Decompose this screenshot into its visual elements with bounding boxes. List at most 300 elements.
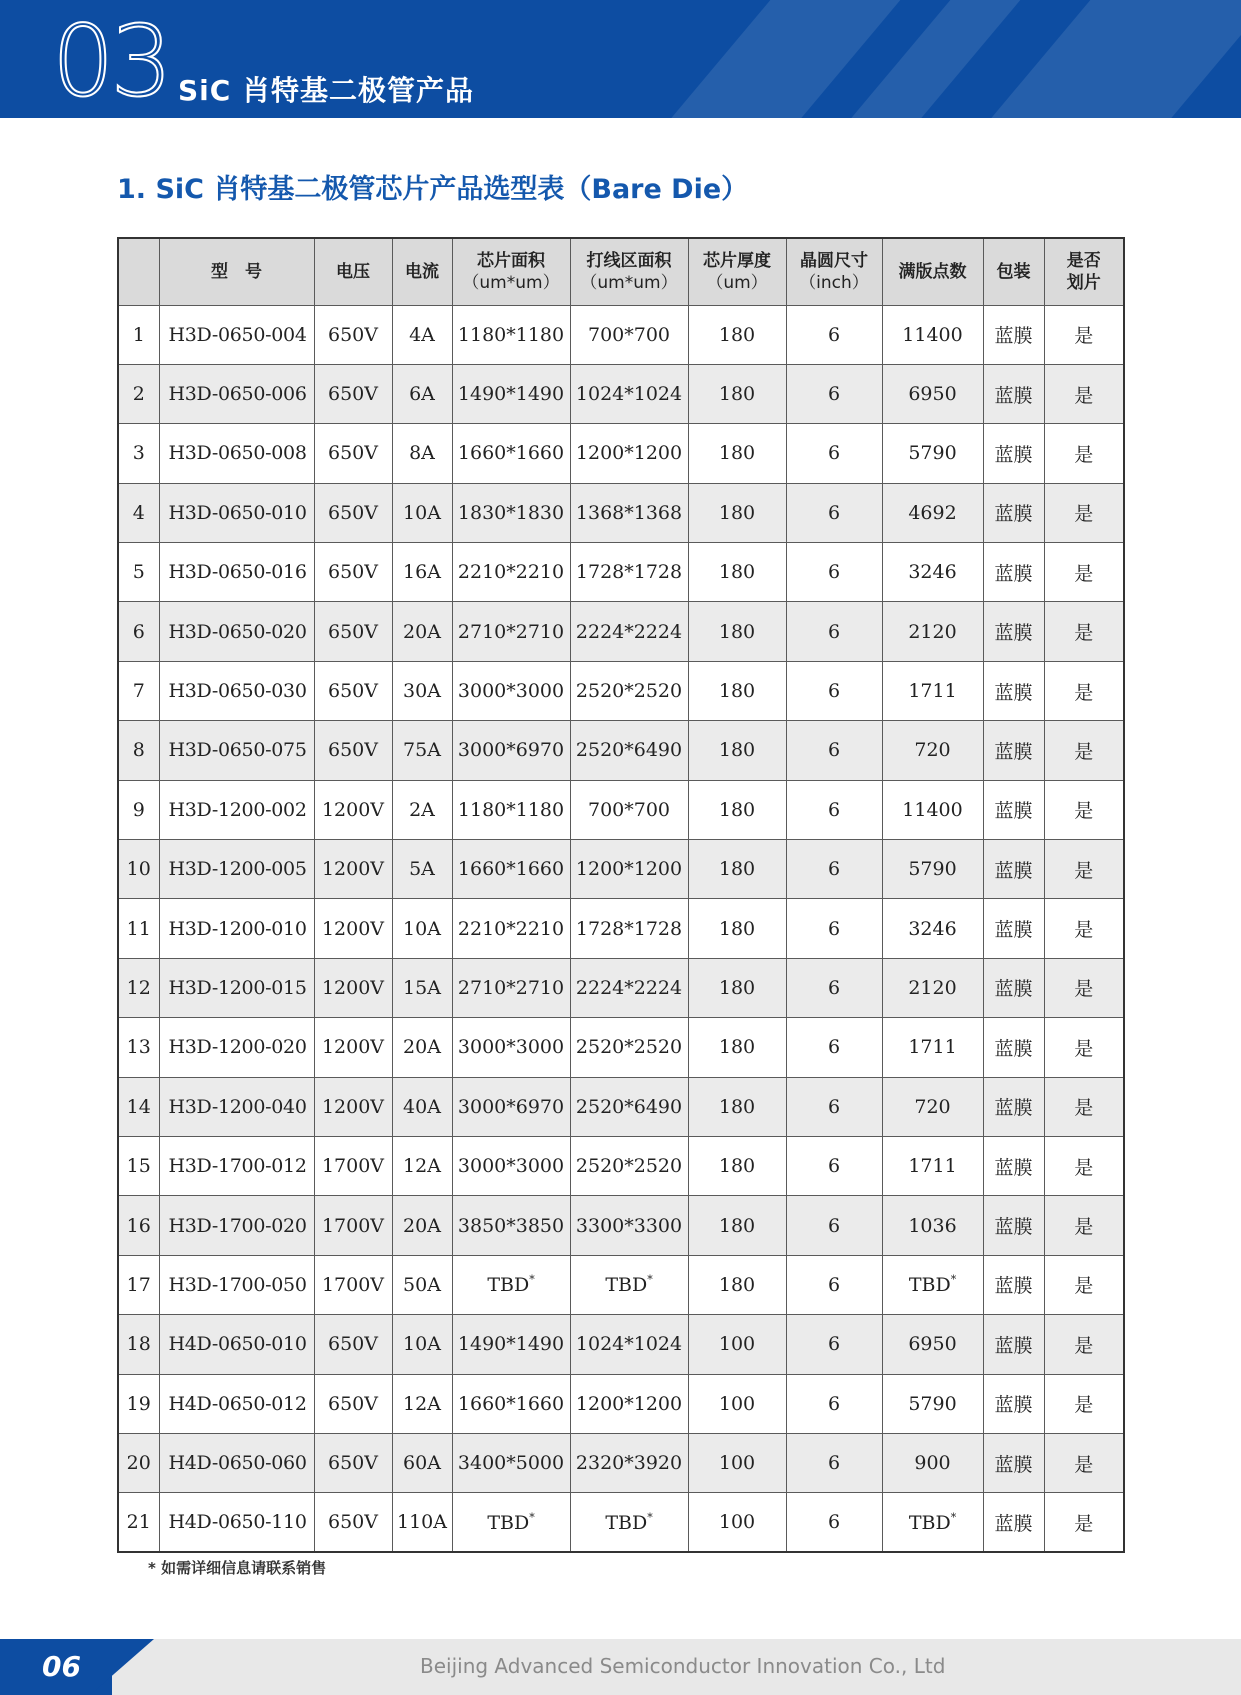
cell-wafer-size-value: 6 [827,620,841,643]
table-row [118,305,1124,364]
cell-model [159,899,314,958]
cell-die-count [882,364,983,423]
cell-thickness [688,1196,786,1255]
cell-die-count-value: 4692 [908,501,957,524]
cell-bond-area-value: 1200*1200 [575,442,683,465]
cell-bond-area-value: 700*700 [587,323,671,346]
cell-current [392,1196,452,1255]
cell-row-number-value: 18 [126,1333,151,1356]
cell-bond-area-value: 2520*6490 [575,1095,683,1118]
cell-package [983,1077,1044,1136]
cell-current [392,1493,452,1552]
cell-die-count [882,1315,983,1374]
cell-die-count-value: 5790 [908,442,957,465]
cell-chip-area [452,721,570,780]
cell-chip-area-value: 1830*1830 [457,501,565,524]
column-header [452,238,570,305]
cell-wafer-size-value: 6 [827,798,841,821]
cell-die-count-value: 6950 [908,383,957,406]
cell-model [159,721,314,780]
cell-current-value: 4A [409,323,435,346]
cell-voltage [314,1433,392,1492]
cell-wafer-size [786,1255,882,1314]
cell-current [392,305,452,364]
cell-voltage [314,1493,392,1552]
cell-thickness [688,958,786,1017]
cell-thickness [688,424,786,483]
cell-die-count-value: 1036 [908,1214,957,1237]
cell-bond-area-value: 3300*3300 [575,1214,683,1237]
cell-diced-value: 是 [1074,1216,1094,1239]
cell-thickness-value: 180 [718,798,756,821]
table-row [118,1433,1124,1492]
cell-thickness [688,780,786,839]
cell-chip-area-value: 1180*1180 [457,798,565,821]
cell-wafer-size [786,602,882,661]
cell-bond-area [570,840,688,899]
cell-model-value: H3D-0650-075 [168,739,307,762]
column-header-label: 晶圆尺寸 [800,250,868,271]
table-row [118,424,1124,483]
cell-die-count [882,602,983,661]
cell-model-value: H4D-0650-060 [168,1452,307,1475]
cell-row-number [118,1255,159,1314]
table-row [118,483,1124,542]
cell-wafer-size [786,780,882,839]
cell-wafer-size-value: 6 [827,1511,841,1534]
cell-package [983,1255,1044,1314]
cell-row-number [118,840,159,899]
cell-thickness [688,721,786,780]
column-header-label: 满版点数 [898,261,967,282]
cell-current-value: 5A [409,858,435,881]
cell-voltage [314,1374,392,1433]
cell-chip-area-value: 2710*2710 [457,620,565,643]
cell-voltage [314,1315,392,1374]
cell-row-number-value: 8 [132,739,145,762]
cell-voltage [314,899,392,958]
column-header-label: 电流 [405,261,439,282]
column-header [1044,238,1124,305]
cell-model-value: H3D-1700-020 [168,1214,307,1237]
cell-current-value: 40A [403,1095,441,1118]
cell-current-value: 110A [397,1511,447,1534]
column-header-sublabel: 划片 [1066,272,1101,293]
cell-current-value: 10A [403,917,441,940]
cell-bond-area-value: 700*700 [587,798,671,821]
cell-bond-area-value: 1024*1024 [575,1333,683,1356]
cell-bond-area-value: 2224*2224 [575,620,683,643]
cell-die-count [882,543,983,602]
cell-voltage-value: 650V [328,1333,378,1356]
cell-model [159,602,314,661]
cell-package [983,483,1044,542]
cell-die-count-value: 5790 [908,858,957,881]
cell-package-value: 蓝膜 [994,1453,1033,1476]
cell-model-value: H3D-0650-010 [168,501,307,524]
cell-bond-area-value: 2520*6490 [575,739,683,762]
cell-package-value: 蓝膜 [994,1334,1033,1357]
footnote: * 如需详细信息请联系销售 [148,1559,327,1577]
cell-die-count [882,1255,983,1314]
table-row [118,958,1124,1017]
cell-thickness [688,1374,786,1433]
column-header-label: 打线区面积 [586,250,672,271]
column-header-label: 芯片厚度 [703,250,771,271]
cell-current [392,899,452,958]
cell-voltage-value: 1200V [321,1036,385,1059]
cell-row-number-value: 5 [132,561,145,584]
cell-bond-area-value: 1200*1200 [575,1392,683,1415]
cell-bond-area [570,721,688,780]
cell-model-value: H3D-1200-020 [168,1036,307,1059]
cell-wafer-size [786,364,882,423]
cell-row-number [118,780,159,839]
cell-chip-area-value: 3000*3000 [457,1036,565,1059]
cell-chip-area [452,424,570,483]
cell-model-value: H3D-0650-016 [168,561,307,584]
cell-model [159,661,314,720]
cell-diced [1044,602,1124,661]
cell-chip-area-value: 2710*2710 [457,976,565,999]
cell-wafer-size-value: 6 [827,383,841,406]
cell-chip-area-value: 1660*1660 [457,1392,565,1415]
cell-diced-value: 是 [1074,622,1094,645]
cell-package [983,424,1044,483]
table-row [118,1315,1124,1374]
cell-diced [1044,1077,1124,1136]
cell-wafer-size [786,1374,882,1433]
cell-row-number-value: 9 [132,798,145,821]
cell-diced [1044,305,1124,364]
chapter-number: 03 [52,5,169,118]
column-header [118,238,159,305]
cell-bond-area [570,1136,688,1195]
cell-bond-area [570,1077,688,1136]
cell-thickness-value: 180 [718,1273,756,1296]
cell-voltage-value: 1200V [321,976,385,999]
cell-diced-value: 是 [1074,1512,1094,1535]
cell-package-value: 蓝膜 [994,562,1033,585]
cell-thickness [688,1315,786,1374]
cell-package-value: 蓝膜 [994,1156,1033,1179]
cell-chip-area-value: TBD [487,1274,530,1297]
cell-thickness-value: 180 [718,976,756,999]
table-row [118,1493,1124,1552]
cell-diced-value: 是 [1074,443,1094,466]
table-row [118,1136,1124,1195]
cell-package-value: 蓝膜 [994,740,1033,763]
cell-bond-area [570,1493,688,1552]
cell-die-count-value: 1711 [908,1036,957,1059]
cell-package [983,602,1044,661]
cell-thickness-value: 180 [718,383,756,406]
cell-current [392,364,452,423]
cell-model-value: H3D-1200-040 [168,1095,307,1118]
cell-model-value: H3D-1200-005 [168,858,307,881]
cell-current [392,958,452,1017]
cell-package [983,1196,1044,1255]
cell-chip-area [452,1315,570,1374]
cell-wafer-size-value: 6 [827,739,841,762]
cell-die-count-value: TBD [908,1511,951,1534]
cell-package [983,1374,1044,1433]
cell-bond-area-value: 1200*1200 [575,858,683,881]
cell-voltage-value: 650V [328,1511,378,1534]
cell-current-value: 16A [403,561,441,584]
cell-row-number-value: 14 [126,1095,151,1118]
cell-model [159,1255,314,1314]
cell-voltage-value: 1200V [321,798,385,821]
cell-voltage [314,305,392,364]
column-header [983,238,1044,305]
cell-die-count-value: 3246 [908,561,957,584]
cell-die-count-value: 900 [914,1452,951,1475]
cell-diced-value: 是 [1074,1275,1094,1298]
cell-chip-area-value: 1660*1660 [457,858,565,881]
cell-package [983,721,1044,780]
cell-die-count-value: 1711 [908,680,957,703]
footnote-marker: * [647,1510,653,1524]
table-row [118,1077,1124,1136]
cell-package [983,899,1044,958]
cell-current-value: 20A [403,1214,441,1237]
cell-diced-value: 是 [1074,1334,1094,1357]
cell-die-count-value: 720 [914,739,951,762]
cell-model-value: H4D-0650-012 [168,1392,307,1415]
cell-voltage [314,424,392,483]
cell-row-number [118,1315,159,1374]
cell-voltage-value: 650V [328,1452,378,1475]
cell-die-count [882,661,983,720]
table-row [118,602,1124,661]
cell-bond-area [570,899,688,958]
cell-voltage [314,721,392,780]
cell-voltage-value: 650V [328,383,378,406]
cell-chip-area [452,958,570,1017]
column-header [159,238,314,305]
cell-wafer-size [786,721,882,780]
cell-diced-value: 是 [1074,325,1094,348]
cell-row-number-value: 16 [126,1214,151,1237]
cell-diced-value: 是 [1074,384,1094,407]
cell-bond-area [570,364,688,423]
cell-current [392,1136,452,1195]
cell-bond-area-value: 1728*1728 [575,561,683,584]
cell-wafer-size-value: 6 [827,858,841,881]
cell-thickness [688,305,786,364]
cell-die-count-value: 11400 [902,323,963,346]
cell-package-value: 蓝膜 [994,800,1033,823]
cell-row-number-value: 1 [132,323,145,346]
cell-bond-area-value: 2224*2224 [575,976,683,999]
cell-current-value: 2A [409,798,435,821]
cell-die-count [882,840,983,899]
cell-bond-area [570,483,688,542]
cell-current-value: 12A [403,1155,441,1178]
cell-row-number-value: 15 [126,1155,151,1178]
cell-wafer-size [786,1196,882,1255]
cell-wafer-size [786,543,882,602]
cell-thickness [688,1433,786,1492]
cell-row-number-value: 20 [126,1452,151,1475]
cell-row-number [118,364,159,423]
column-header-label: 芯片面积 [477,250,545,271]
cell-chip-area [452,1493,570,1552]
cell-thickness-value: 180 [718,620,756,643]
cell-wafer-size-value: 6 [827,1452,841,1475]
cell-row-number [118,1493,159,1552]
cell-wafer-size-value: 6 [827,501,841,524]
cell-row-number-value: 2 [132,383,145,406]
cell-model-value: H3D-1200-002 [168,798,307,821]
cell-chip-area [452,1374,570,1433]
cell-diced-value: 是 [1074,1394,1094,1417]
cell-voltage [314,483,392,542]
cell-thickness-value: 180 [718,501,756,524]
cell-bond-area [570,958,688,1017]
cell-chip-area-value: TBD [487,1511,530,1534]
cell-row-number [118,958,159,1017]
cell-wafer-size [786,1136,882,1195]
cell-model [159,1315,314,1374]
cell-model [159,958,314,1017]
cell-voltage [314,1018,392,1077]
cell-thickness-value: 100 [718,1452,756,1475]
cell-diced-value: 是 [1074,800,1094,823]
cell-current-value: 30A [403,680,441,703]
cell-diced-value: 是 [1074,978,1094,1001]
cell-wafer-size-value: 6 [827,1273,841,1296]
cell-die-count [882,1493,983,1552]
cell-die-count-value: TBD [908,1274,951,1297]
cell-model [159,1374,314,1433]
cell-chip-area [452,1196,570,1255]
cell-model-value: H3D-0650-020 [168,620,307,643]
table-row [118,899,1124,958]
cell-row-number [118,1374,159,1433]
cell-current [392,661,452,720]
cell-thickness-value: 180 [718,858,756,881]
cell-model-value: H3D-1200-010 [168,917,307,940]
cell-wafer-size-value: 6 [827,680,841,703]
cell-row-number-value: 10 [126,858,151,881]
cell-package [983,958,1044,1017]
cell-voltage-value: 650V [328,323,378,346]
footnote-marker: * [529,1510,535,1524]
cell-model [159,483,314,542]
cell-die-count-value: 11400 [902,798,963,821]
cell-diced [1044,424,1124,483]
cell-diced [1044,1315,1124,1374]
cell-model-value: H3D-1200-015 [168,976,307,999]
cell-diced-value: 是 [1074,681,1094,704]
cell-die-count-value: 6950 [908,1333,957,1356]
cell-bond-area-value: 2520*2520 [575,1155,683,1178]
cell-thickness [688,1493,786,1552]
cell-thickness [688,661,786,720]
cell-current-value: 10A [403,501,441,524]
cell-thickness-value: 180 [718,739,756,762]
cell-row-number [118,543,159,602]
cell-wafer-size-value: 6 [827,976,841,999]
cell-diced [1044,840,1124,899]
cell-thickness-value: 180 [718,1036,756,1059]
cell-voltage [314,780,392,839]
cell-diced-value: 是 [1074,503,1094,526]
table-row [118,1018,1124,1077]
product-selection-table [117,237,1125,1553]
column-header-label: 是否 [1066,250,1101,271]
cell-row-number-value: 19 [126,1392,151,1415]
cell-thickness-value: 180 [718,442,756,465]
column-header-sublabel: （um*um） [462,272,560,293]
cell-package [983,1018,1044,1077]
cell-diced [1044,780,1124,839]
cell-bond-area [570,780,688,839]
column-header [314,238,392,305]
cell-package [983,1493,1044,1552]
cell-die-count [882,721,983,780]
cell-model [159,305,314,364]
cell-die-count-value: 2120 [908,620,957,643]
cell-thickness [688,543,786,602]
cell-chip-area-value: 3850*3850 [457,1214,565,1237]
footnote-marker: * [529,1273,535,1287]
cell-thickness [688,364,786,423]
cell-thickness-value: 180 [718,1155,756,1178]
cell-bond-area-value: 1024*1024 [575,383,683,406]
cell-bond-area [570,543,688,602]
cell-voltage-value: 650V [328,680,378,703]
cell-chip-area [452,364,570,423]
cell-model [159,1136,314,1195]
table-body [118,305,1124,1552]
cell-die-count-value: 5790 [908,1392,957,1415]
cell-model [159,424,314,483]
column-header [882,238,983,305]
cell-voltage [314,602,392,661]
cell-voltage-value: 650V [328,739,378,762]
cell-model [159,1077,314,1136]
cell-voltage [314,1077,392,1136]
cell-voltage-value: 650V [328,561,378,584]
cell-chip-area-value: 3000*6970 [457,739,565,762]
cell-die-count [882,1077,983,1136]
table-header-row [118,238,1124,305]
cell-voltage [314,840,392,899]
cell-package-value: 蓝膜 [994,443,1033,466]
cell-row-number [118,483,159,542]
cell-row-number-value: 13 [126,1036,151,1059]
cell-bond-area [570,1315,688,1374]
cell-thickness-value: 100 [718,1511,756,1534]
cell-thickness-value: 180 [718,561,756,584]
table-row [118,780,1124,839]
cell-diced-value: 是 [1074,859,1094,882]
cell-chip-area-value: 3000*3000 [457,1155,565,1178]
cell-voltage [314,1196,392,1255]
cell-wafer-size-value: 6 [827,561,841,584]
cell-die-count [882,305,983,364]
footnote-marker: * [950,1510,957,1524]
cell-voltage-value: 1700V [321,1214,385,1237]
cell-current-value: 75A [403,739,441,762]
cell-wafer-size-value: 6 [827,1214,841,1237]
cell-voltage-value: 1200V [321,858,385,881]
cell-diced-value: 是 [1074,1037,1094,1060]
cell-wafer-size [786,1315,882,1374]
